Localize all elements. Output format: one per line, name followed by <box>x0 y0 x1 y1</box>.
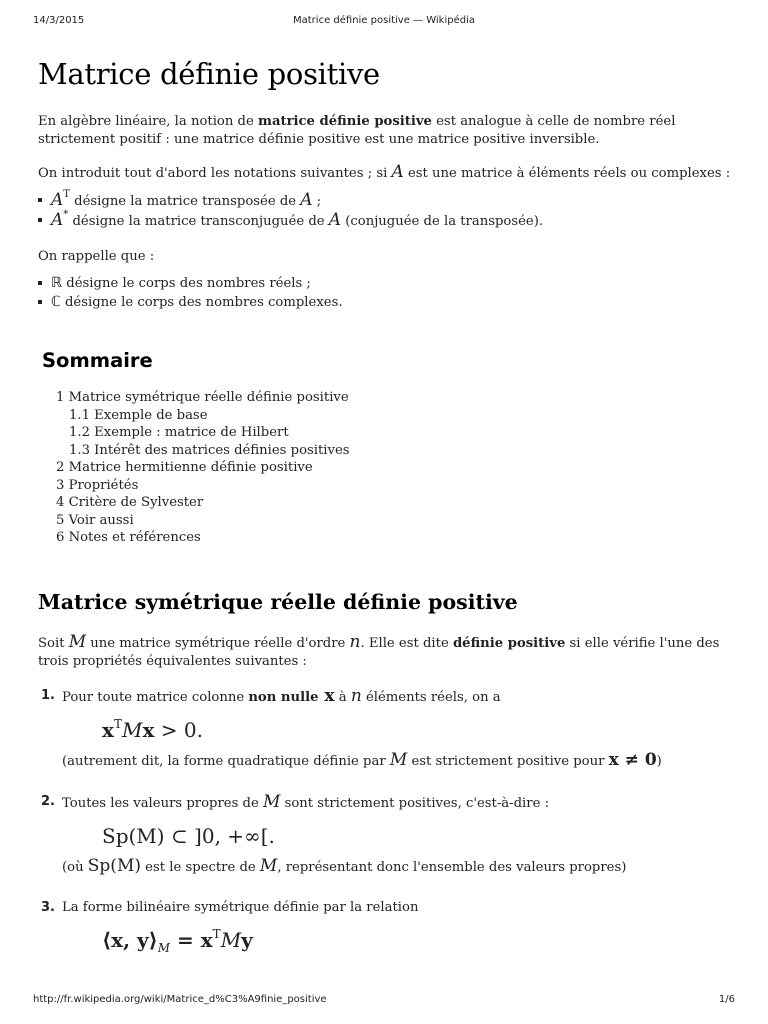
print-page-title: Matrice définie positive — Wikipédia <box>293 15 475 26</box>
toc-title: Sommaire <box>42 349 153 372</box>
toc-item[interactable]: 1.1 Exemple de base <box>69 407 208 423</box>
page-number: 1/6 <box>718 994 735 1005</box>
print-footer <box>0 994 768 1008</box>
toc-item[interactable]: 4 Critère de Sylvester <box>56 495 204 510</box>
formula: ⟨x, $y⟩_M = x^TMy$ <box>102 926 253 955</box>
notations-list <box>38 191 738 231</box>
toc-item[interactable]: 1.3 Intérêt des matrices définies positives <box>69 442 350 458</box>
toc-item[interactable]: 1.2 Exemple : matrice de Hilbert <box>69 425 289 440</box>
article-title: Matrice définie positive <box>38 57 380 91</box>
list-item: ℂ désigne le corps des nombres complexes. <box>38 293 738 312</box>
toc-item[interactable]: 2 Matrice hermitienne définie positive <box>56 460 313 475</box>
notations-paragraph: On introduit tout d'abord les notations suivantes ; si A est une matrice à éléments réels ou complexes : <box>38 162 731 182</box>
article-content <box>38 56 738 983</box>
formula-note: (où Sp(M) est le spectre de M, représentant donc l'ensemble des valeurs propres) <box>62 855 627 876</box>
print-date: 14/3/2015 <box>33 15 85 26</box>
property-item: 1. Pour toute matrice colonne non nulle x à n éléments réels, on a $x^TMx > 0$. (autrement dit, la forme quadratique définie par M est strictement positive pour x ≠ 0) <box>38 687 738 771</box>
definition-paragraph: Soit M une matrice symétrique réelle d'ordre n. Elle est dite définie positive si elle vérifie l'une des trois propriétés équivalentes suivantes : <box>38 631 720 669</box>
properties-list <box>38 687 738 961</box>
list-item: A* désigne la matrice transconjuguée de A (conjuguée de la transposée). <box>38 211 738 231</box>
toc-list <box>56 389 738 547</box>
intro-paragraph: En algèbre linéaire, la notion de matrice définie positive est analogue à celle de nombre réel strictement positif : une matrice définie positive est une matrice positive inversible. <box>38 114 676 147</box>
toc-item[interactable]: 6 Notes et références <box>56 530 201 545</box>
list-item: ℝ désigne le corps des nombres réels ; <box>38 274 738 293</box>
print-url: http://fr.wikipedia.org/wiki/Matrice_d%C3%A9finie_positive <box>33 994 327 1005</box>
rappel-paragraph: On rappelle que : <box>38 249 155 264</box>
print-header <box>0 15 768 29</box>
math-var: A <box>391 162 404 182</box>
toc-item[interactable]: 5 Voir aussi <box>56 512 134 528</box>
property-item: 3. La forme bilinéaire symétrique définie par la relation ⟨x, $y⟩_M = x^TMy$ <box>38 899 738 961</box>
section-heading: Matrice symétrique réelle définie positive <box>38 589 518 614</box>
complex-symbol: ℂ <box>51 294 61 310</box>
toc-item[interactable]: 1 Matrice symétrique réelle définie positive <box>56 390 349 405</box>
bullet-icon <box>38 300 42 304</box>
reals-symbol: ℝ <box>51 275 63 291</box>
table-of-contents <box>42 349 738 547</box>
rappel-list <box>38 274 738 312</box>
bullet-icon <box>38 281 42 285</box>
formula: $x^TMx > 0$. <box>102 716 203 742</box>
formula-note: (autrement dit, la forme quadratique définie par M est strictement positive pour x ≠ 0) <box>62 749 662 770</box>
bullet-icon <box>38 198 42 202</box>
formula: Sp(M) ⊂ ]0, +∞[. <box>102 823 275 848</box>
toc-item[interactable]: 3 Propriétés <box>56 477 139 493</box>
list-item: $A^T$ désigne la matrice transposée de A ; <box>38 191 738 211</box>
property-item: 2. Toutes les valeurs propres de M sont strictement positives, c'est-à-dire : Sp(M) ⊂ ]0, +∞[. (où Sp(M) est le spectre de M, représentant donc l'ensemble des valeurs propres) <box>38 793 738 877</box>
intro-bold-term: matrice définie positive <box>257 114 432 129</box>
bullet-icon <box>38 218 42 222</box>
